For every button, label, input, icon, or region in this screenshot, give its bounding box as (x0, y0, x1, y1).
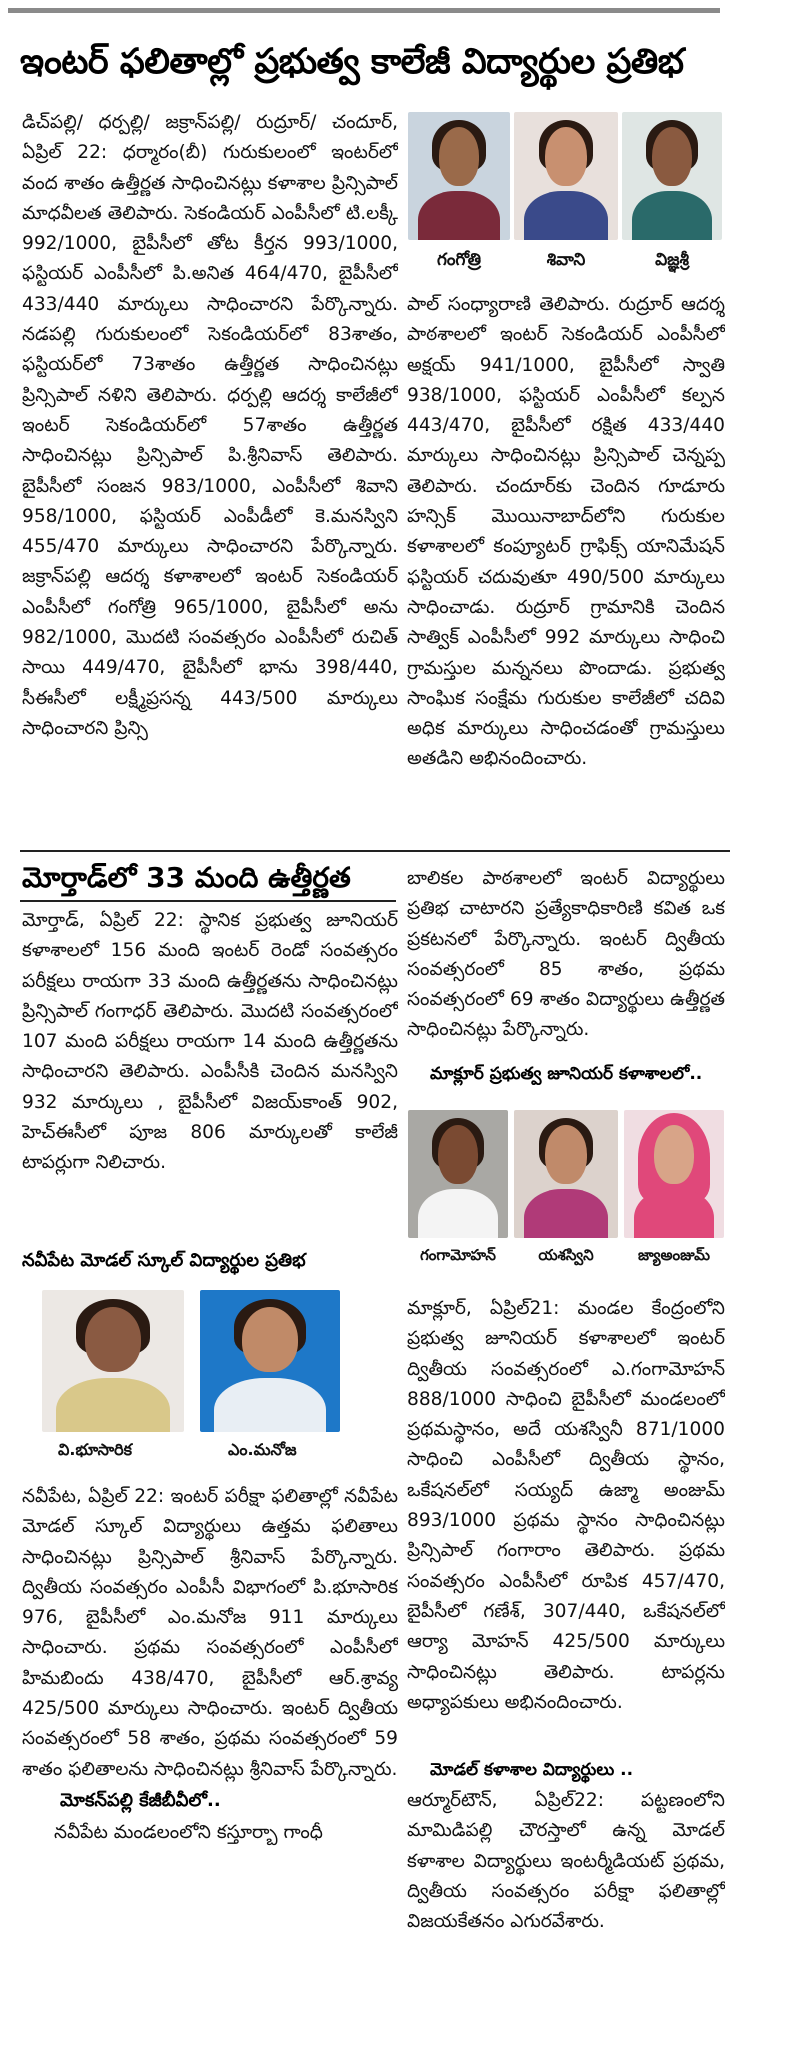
photo-vignasri (622, 112, 722, 240)
caption-vignasri: విజ్ఞశ్రీ (655, 250, 689, 270)
caption-jyaanjum: జ్యాఅంజుమ్ (637, 1246, 710, 1264)
story2-title: మోర్తాడ్‌లో 33 మంది ఉత్తీర్ణత (22, 861, 351, 894)
story3-body (22, 1482, 398, 1786)
story6-body (407, 1786, 725, 1936)
caption-gangamohan: గంగామోహన్ (420, 1246, 496, 1264)
photo-bhusarika (42, 1290, 184, 1432)
page-headline: ఇంటర్ ఫలితాల్లో ప్రభుత్వ కాలేజీ విద్యార్థుల ప్రతిభ (20, 42, 684, 82)
story4-text-left: నవీపేట మండలంలోని కస్తూర్బా గాంధీ (54, 1822, 323, 1843)
story2-title-underline (20, 900, 396, 902)
story4-text-right: బాలికల పాఠశాలలో ఇంటర్ విద్యార్థులు ప్రతిభ చాటారని ప్రత్యేకాధికారిణి కవిత ఒక ప్రకటనలో పేర్కొన్నారు. ఇంటర్ ద్వితీయ సంవత్సరంలో 85 శాతం, ప్రథమ సంవత్సరంలో 69 శాతం విద్యార్థులు ఉత్తీర్ణత సాధించినట్లు పేర్కొన్నారు. (407, 868, 725, 1041)
caption-bhusarika: వి.భూసారిక (58, 1440, 132, 1459)
photo-jyaanjum (624, 1110, 724, 1238)
story1-left-column (22, 108, 398, 844)
photo-gangotri (408, 112, 510, 240)
story4-body-left (54, 1818, 398, 1850)
photo-manoja (200, 1290, 340, 1432)
story2-text: మోర్తాడ్, ఏప్రిల్ 22: స్థానిక ప్రభుత్వ జూనియర్ కళాశాలలో 156 మంది ఇంటర్ రెండో సంవత్సరం పరీక్షలు రాయగా 33 మంది ఉత్తీర్ణతను సాధించినట్లు ప్రిన్సిపాల్ గంగాధర్ తెలిపారు. మొదటి సంవత్సరంలో 107 మంది పరీక్షలు రాయగా 14 మంది ఉత్తీర్ణతను సాధించారని తెలిపారు. ఎంపీసీకి చెందిన మనస్విని 932 మార్కులు , బైపీసీలో విజయ్‌కాంత్ 902, హెచ్ఈసీలో పూజ 806 మార్కులతో కాలేజీ టాపర్లుగా నిలిచారు. (22, 910, 398, 1174)
photo-gangamohan (408, 1110, 508, 1238)
caption-yasasvini: యశస్విని (538, 1246, 594, 1264)
story4-title: మోకన్‌పల్లి కేజీబీవీలో.. (60, 1790, 221, 1811)
story4-body-right (407, 864, 725, 1046)
story6-title: మోడల్ కళాశాల విద్యార్థులు .. (430, 1760, 634, 1780)
story3-text: నవీపేట, ఏప్రిల్ 22: ఇంటర్ పరీక్షా ఫలితాల్లో నవీపేట మోడల్ స్కూల్ విద్యార్థులు ఉత్తమ ఫలితాలు సాధించినట్లు ప్రిన్సిపాల్ శ్రీనివాస్ పేర్కొన్నారు. ద్వితీయ సంవత్సరం ఎంపీసీ విభాగంలో పి.భూసారిక 976, బైపీసీలో ఎం.మనోజ 911 మార్కులు సాధించారు. ప్రథమ సంవత్సరంలో ఎంపీసీలో హిమబిందు 438/470, బైపీసీలో ఆర్.శ్రావ్య 425/500 మార్కులు సాధించారు. ఇంటర్ ద్వితీయ సంవత్సరంలో 58 శాతం, ప్రథమ సంవత్సరంలో 59 శాతం ఫలితాలను సాధించినట్లు శ్రీనివాస్ పేర్కొన్నారు. (22, 1486, 398, 1780)
caption-gangotri: గంగోత్రి (436, 250, 482, 270)
story6-text: ఆర్మూర్‌టౌన్, ఏప్రిల్22: పట్టణంలోని మామిడిపల్లి చౌరస్తాలో ఉన్న మోడల్ కళాశాల విద్యార్థులు ఇంటర్మీడియట్ ప్రథమ, ద్వితీయ సంవత్సరం పరీక్షా ఫలితాల్లో విజయకేతనం ఎగురవేశారు. (407, 1790, 725, 1933)
story1-right-text: పాల్ సంధ్యారాణి తెలిపారు. రుద్రూర్ ఆదర్శ పాఠశాలలో ఇంటర్ సెకండియర్ ఎంపీసీలో అక్షయ్ 941/1000, బైపీసీలో స్వాతి 938/1000, ఫస్టియర్ ఎంపీసీలో కల్పన 443/470, బైపీసీలో రక్షిత 433/440 మార్కులు సాధించినట్లు ప్రిన్సిపాల్ చెన్నప్ప తెలిపారు. చందూర్‌కు చెందిన గూడూరు హన్సిక్ మొయినాబాద్‌లోని గురుకుల కళాశాలలో కంప్యూటర్ గ్రాఫిక్స్ యానిమేషన్ ఫస్టియర్ చదువుతూ 490/500 మార్కులు సాధించాడు. రుద్రూర్ గ్రామానికి చెందిన సాత్విక్ ఎంపీసీలో 992 మార్కులు సాధించి గ్రామస్తుల మన్ననలు పొందాడు. ప్రభుత్వ సాంఘిక సంక్షేమ గురుకుల కాలేజీలో చదివి అధిక మార్కులు సాధించడంతో గ్రామస్తులు అతడిని అభినందించారు. (407, 294, 725, 770)
section-divider (20, 850, 730, 852)
story2-body (22, 906, 398, 1276)
story5-text: మాక్లూర్, ఏప్రిల్21: మండల కేంద్రంలోని ప్రభుత్వ జూనియర్ కళాశాలలో ఇంటర్ ద్వితీయ సంవత్సరంలో ఎ.గంగామోహన్ 888/1000 సాధించి బైపీసీలో మండలంలో ప్రథమస్థానం, అదే యశస్వినీ 871/1000 సాధించి ఎంపీసీలో ద్వితీయ స్థానం, ఒకేషనల్‌లో సయ్యద్ ఉజ్మా అంజుమ్ 893/1000 ప్రథమ స్థానం సాధించినట్లు ప్రిన్సిపాల్ గంగారాం తెలిపారు. ప్రథమ సంవత్సరం ఎంపీసీలో రూపిక 457/470, బైపీసీలో గణేశ్, 307/440, ఒకేషనల్‌లో ఆర్యా మోహన్ 425/500 మార్కులు సాధించినట్లు తెలిపారు. టాపర్లను అధ్యాపకులు అభినందించారు. (407, 1298, 725, 1713)
caption-manoja: ఎం.మనోజ (228, 1440, 297, 1459)
story3-title: నవీపేట మోడల్ స్కూల్ విద్యార్థుల ప్రతిభ (22, 1250, 306, 1271)
story5-body (407, 1294, 725, 1754)
photo-sivani (514, 112, 618, 240)
story1-left-text: డిచ్‌పల్లి/ ధర్పల్లి/ జక్రాన్‌పల్లి/ రుద్రూర్/ చందూర్, ఏప్రిల్ 22: ధర్మారం(బీ) గురుకులంలో ఇంటర్‌లో వంద శాతం ఉత్తీర్ణత సాధించినట్లు కళాశాల ప్రిన్సిపాల్ మాధవీలత తెలిపారు. సెకండియర్ ఎంపీసీలో టి.లక్కీ 992/1000, బైపీసీలో తోట కీర్తన 993/1000, ఫస్టియర్ ఎంపీసీలో పి.అనిత 464/470, బైపీసీలో 433/440 మార్కులు సాధించారని పేర్కొన్నారు. నడపల్లి గురుకులంలో సెకండియర్‌లో 83శాతం, ఫస్టియర్‌లో 73శాతం ఉత్తీర్ణత సాధించినట్లు ప్రిన్సిపాల్ నళిని తెలిపారు. ధర్పల్లి ఆదర్శ కాలేజీలో ఇంటర్ సెకండియర్‌లో 57శాతం ఉత్తీర్ణత సాధించినట్లు ప్రిన్సిపాల్ పి.శ్రీనివాస్ తెలిపారు. బైపీసీలో సంజన 983/1000, ఎంపీసీలో శివాని 958/1000, ఫస్టియర్ ఎంపీడీలో కె.మనస్విని 455/470 మార్కులు సాధించారని పేర్కొన్నారు. జక్రాన్‌పల్లి ఆదర్శ కళాశాలలో ఇంటర్ సెకండియర్ ఎంపీసీలో గంగోత్రి 965/1000, బైపీసీలో అను 982/1000, మొదటి సంవత్సరం ఎంపీసీలో రుచిత్ సాయి 449/470, బైపీసీలో భాను 398/440, సీఈసీలో లక్ష్మీప్రసన్న 443/500 మార్కులు సాధించారని ప్రిన్సి (22, 112, 398, 739)
caption-sivani: శివాని (546, 250, 586, 270)
story1-right-column (407, 290, 725, 800)
photo-yasasvini (514, 1110, 618, 1238)
story5-title: మాక్లూర్ ప్రభుత్వ జూనియర్ కళాశాలలో.. (430, 1064, 703, 1084)
top-rule (8, 8, 720, 13)
